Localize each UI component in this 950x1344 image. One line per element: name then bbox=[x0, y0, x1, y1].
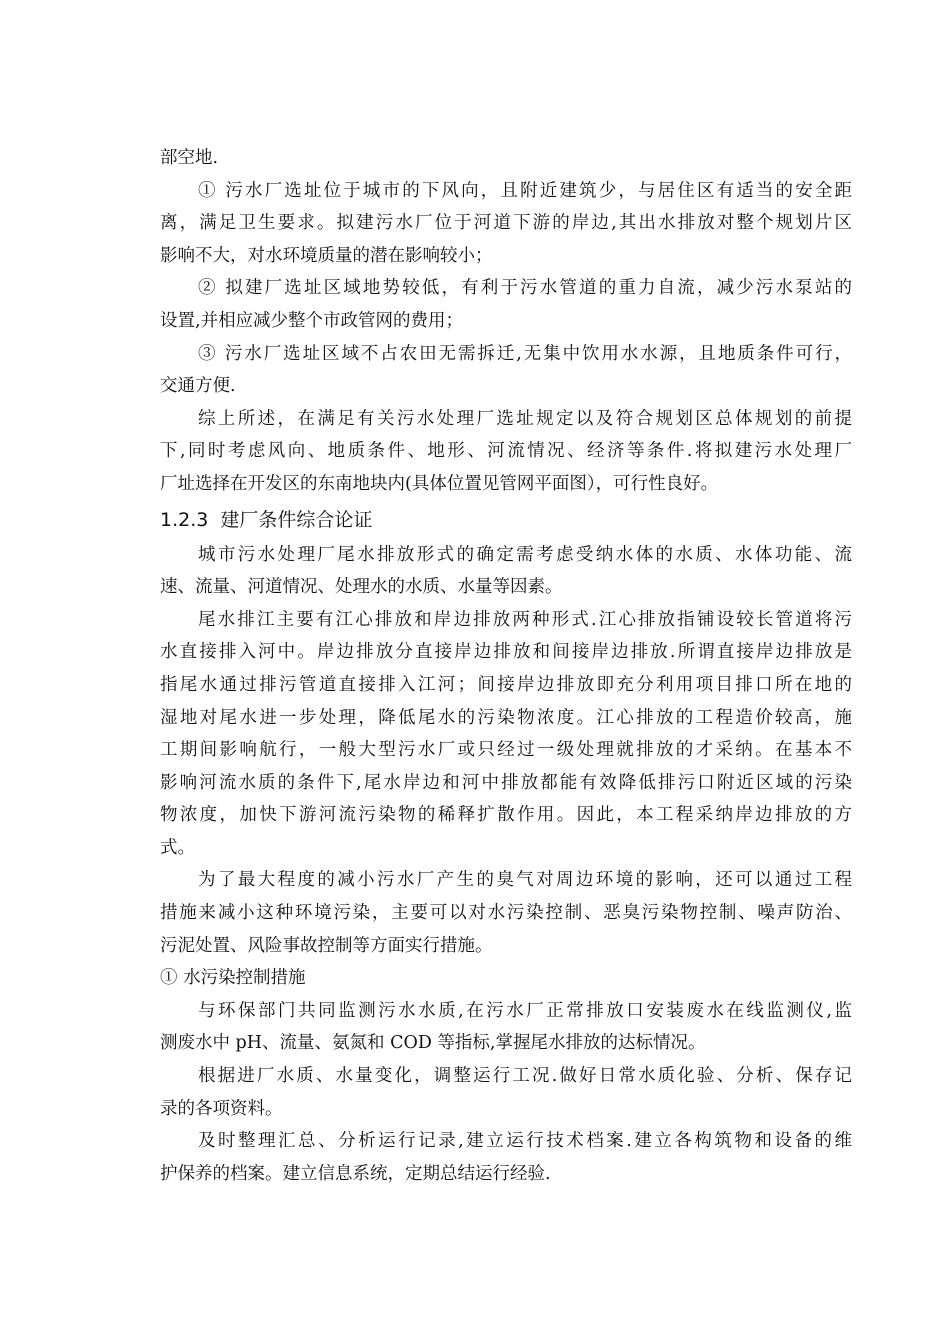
text-line: 影响河流水质的条件下,尾水岸边和河中排放都能有效降低排污口附近区域的污染 bbox=[160, 772, 852, 793]
section-heading bbox=[160, 501, 852, 539]
item-heading: ① 水污染控制措施 bbox=[160, 968, 306, 989]
text-line: 与环保部门共同监测污水水质,在污水厂正常排放口安装废水在线监测仪,监 bbox=[198, 1000, 852, 1021]
text-line: 下,同时考虑风向、地质条件、地形、河流情况、经济等条件.将拟建污水处理厂 bbox=[160, 441, 852, 462]
text-line: 及时整理汇总、分析运行记录,建立运行技术档案.建立各构筑物和设备的维 bbox=[198, 1131, 852, 1152]
paragraph-p6 bbox=[160, 539, 852, 604]
text-line: 指尾水通过排污管道直接排入江河；间接岸边排放即充分利用项目排口所在地的 bbox=[160, 674, 852, 695]
text-line: 离，满足卫生要求。拟建污水厂位于河道下游的岸边,其出水排放对整个规划片区 bbox=[160, 213, 852, 234]
text-line: ② 拟建厂选址区域地势较低，有利于污水管道的重力自流，减少污水泵站的 bbox=[198, 278, 852, 299]
text-line: 根据进厂水质、水量变化，调整运行工况.做好日常水质化验、分析、保存记 bbox=[198, 1066, 852, 1087]
text-line: 水直接排入河中。岸边排放分直接岸边排放和间接岸边排放.所谓直接岸边排放是 bbox=[160, 642, 852, 663]
section-title: 建厂条件综合论证 bbox=[220, 508, 373, 531]
section-number: 1.2.3 bbox=[160, 508, 209, 531]
paragraph-p4 bbox=[160, 338, 852, 403]
text-line: 部空地. bbox=[160, 148, 219, 168]
text-line: ① 污水厂选址位于城市的下风向，且附近建筑少，与居住区有适当的安全距 bbox=[198, 180, 852, 201]
text-line: 测废水中 pH、流量、氨氮和 COD 等指标,掌握尾水排放的达标情况。 bbox=[160, 1033, 706, 1054]
text-line: 湿地对尾水进一步处理，降低尾水的污染物浓度。江心排放的工程造价较高，施 bbox=[160, 707, 852, 728]
text-line: 尾水排江主要有江心排放和岸边排放两种形式.江心排放指铺设较长管道将污 bbox=[198, 609, 852, 630]
text-line: 式。 bbox=[160, 837, 195, 858]
document-body bbox=[160, 142, 852, 1190]
paragraph-p2 bbox=[160, 175, 852, 273]
text-line: 城市污水处理厂尾水排放形式的确定需考虑受纳水体的水质、水体功能、流 bbox=[198, 544, 852, 565]
text-line: 为了最大程度的减小污水厂产生的臭气对周边环境的影响，还可以通过工程 bbox=[198, 870, 852, 891]
paragraph-p3 bbox=[160, 272, 852, 337]
paragraph-p1 bbox=[160, 142, 852, 175]
text-line: 影响不大，对水环境质量的潜在影响较小； bbox=[160, 245, 493, 266]
paragraph-p8 bbox=[160, 864, 852, 962]
text-line: ③ 污水厂选址区域不占农田无需拆迁,无集中饮用水水源，且地质条件可行， bbox=[198, 343, 852, 364]
text-line: 厂址选择在开发区的东南地块内(具体位置见管网平面图），可行性良好。 bbox=[160, 473, 719, 494]
text-line: 物浓度，加快下游河流污染物的稀释扩散作用。因此，本工程采纳岸边排放的方 bbox=[160, 805, 852, 826]
paragraph-p11 bbox=[160, 1125, 852, 1190]
text-line: 污泥处置、风险事故控制等方面实行措施。 bbox=[160, 935, 493, 956]
text-line: 综上所述，在满足有关污水处理厂选址规定以及符合规划区总体规划的前提 bbox=[198, 408, 852, 429]
text-line: 工期间影响航行，一般大型污水厂或只经过一级处理就排放的才采纳。在基本不 bbox=[160, 740, 852, 761]
paragraph-p9 bbox=[160, 995, 852, 1060]
paragraph-p7 bbox=[160, 604, 852, 865]
text-line: 交通方便. bbox=[160, 376, 236, 397]
paragraph-p10 bbox=[160, 1060, 852, 1125]
text-line: 措施来减小这种环境污染，主要可以对水污染控制、恶臭污染物控制、噪声防治、 bbox=[160, 903, 852, 924]
text-line: 护保养的档案。建立信息系统，定期总结运行经验. bbox=[160, 1163, 551, 1184]
text-line: 速、流量、河道情况、处理水的水质、水量等因素。 bbox=[160, 577, 563, 598]
paragraph-p5 bbox=[160, 403, 852, 501]
text-line: 录的各项资料。 bbox=[160, 1098, 283, 1119]
text-line: 设置,并相应减少整个市政管网的费用； bbox=[160, 310, 464, 331]
